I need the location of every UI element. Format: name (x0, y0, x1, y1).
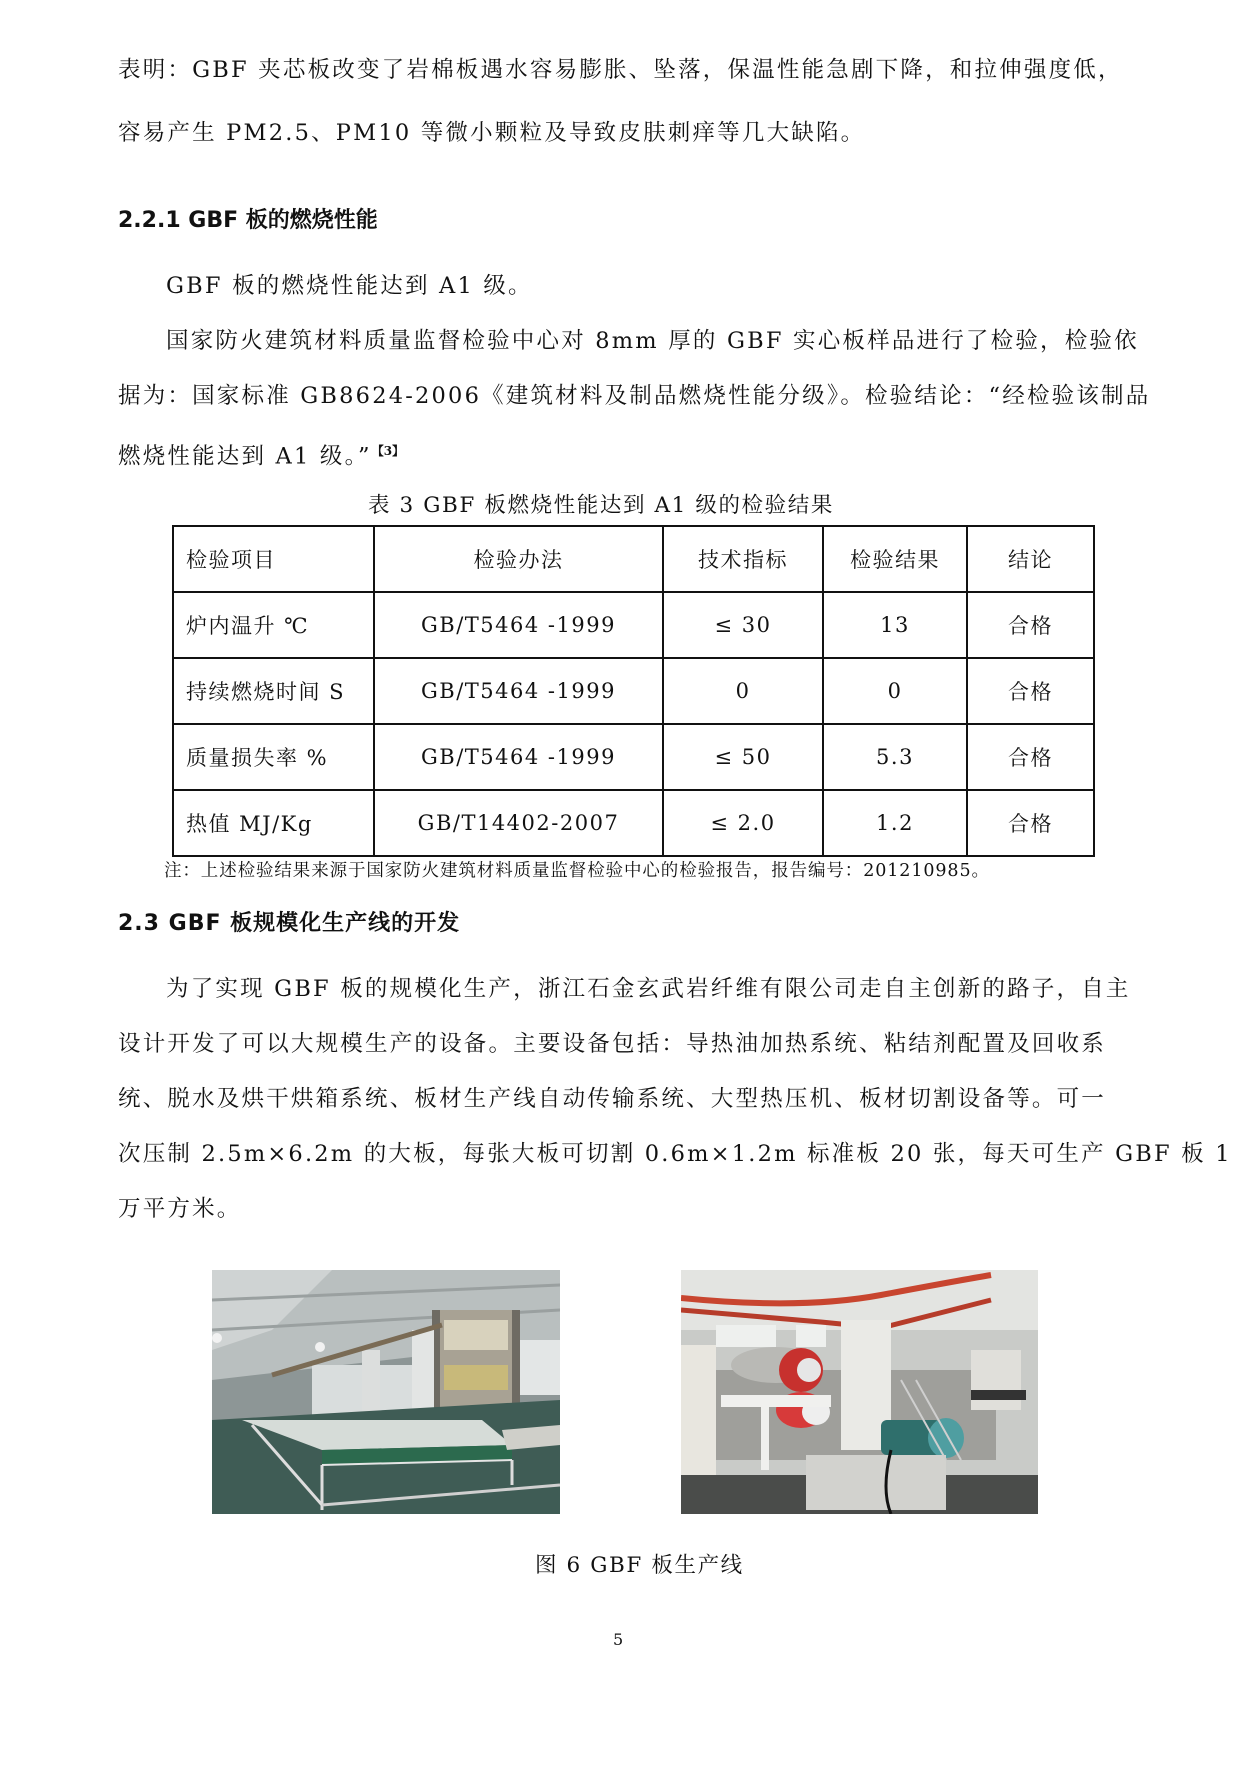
section-2-2-1-para-2-line-2: 据为：国家标准 GB8624-2006《建筑材料及制品燃烧性能分级》。检验结论：“经检验该制品 (118, 383, 1151, 409)
cell-test-item: 热值 MJ/Kg (173, 790, 374, 856)
table-row (173, 658, 1094, 724)
figure-6-caption: 图 6 GBF 板生产线 (535, 1553, 744, 1578)
header-cell-conclusion: 结论 (967, 526, 1094, 592)
para-text: 燃烧性能达到 A1 级。” (118, 443, 372, 470)
intro-line-1: 表明：GBF 夹芯板改变了岩棉板遇水容易膨胀、坠落，保温性能急剧下降，和拉伸强度低， (118, 57, 1123, 83)
cell-test-method: GB/T5464 -1999 (374, 658, 663, 724)
table-3-caption: 表 3 GBF 板燃烧性能达到 A1 级的检验结果 (368, 493, 834, 518)
cell-result: 0 (823, 658, 967, 724)
section-2-3-line-5: 万平方米。 (118, 1196, 242, 1222)
hot-press-machine-image (681, 1270, 1038, 1514)
cell-test-item: 质量损失率 % (173, 724, 374, 790)
cell-spec: ≤ 2.0 (663, 790, 823, 856)
cell-test-item: 炉内温升 ℃ (173, 592, 374, 658)
cell-conclusion: 合格 (967, 724, 1094, 790)
conveyor-line-image (212, 1270, 560, 1514)
citation-marker: 【3】 (371, 444, 405, 458)
cell-test-method: GB/T14402-2007 (374, 790, 663, 856)
table-3-combustion-results (172, 525, 1095, 857)
table-row (173, 724, 1094, 790)
section-2-2-1-para-2-line-3 (118, 436, 404, 472)
section-2-3-line-2: 设计开发了可以大规模生产的设备。主要设备包括：导热油加热系统、粘结剂配置及回收系 (118, 1031, 1107, 1057)
section-2-3-line-1: 为了实现 GBF 板的规模化生产，浙江石金玄武岩纤维有限公司走自主创新的路子，自主 (166, 976, 1131, 1002)
cell-test-method: GB/T5464 -1999 (374, 724, 663, 790)
factory-conveyor-line-photo (212, 1270, 560, 1514)
table-3-note: 注：上述检验结果来源于国家防火建筑材料质量监督检验中心的检验报告，报告编号：201210985。 (164, 861, 990, 881)
section-2-3-line-3: 统、脱水及烘干烘箱系统、板材生产线自动传输系统、大型热压机、板材切割设备等。可一 (118, 1086, 1107, 1112)
section-2-3-line-4: 次压制 2.5m×6.2m 的大板，每张大板可切割 0.6m×1.2m 标准板 20 张，每天可生产 GBF 板 1 (118, 1141, 1232, 1167)
table-row (173, 592, 1094, 658)
table-row (173, 790, 1094, 856)
cell-result: 5.3 (823, 724, 967, 790)
page-number: 5 (613, 1630, 624, 1649)
cell-conclusion: 合格 (967, 658, 1094, 724)
header-cell-test-method: 检验办法 (374, 526, 663, 592)
header-cell-spec: 技术指标 (663, 526, 823, 592)
table-header-row (173, 526, 1094, 592)
cell-test-item: 持续燃烧时间 S (173, 658, 374, 724)
section-heading-2-3: 2.3 GBF 板规模化生产线的开发 (118, 911, 461, 936)
cell-result: 1.2 (823, 790, 967, 856)
header-cell-test-item: 检验项目 (173, 526, 374, 592)
hot-press-machine-photo (681, 1270, 1038, 1514)
section-2-2-1-para-1: GBF 板的燃烧性能达到 A1 级。 (166, 273, 533, 299)
cell-result: 13 (823, 592, 967, 658)
cell-test-method: GB/T5464 -1999 (374, 592, 663, 658)
cell-conclusion: 合格 (967, 592, 1094, 658)
section-2-2-1-para-2-line-1: 国家防火建筑材料质量监督检验中心对 8mm 厚的 GBF 实心板样品进行了检验，检验依 (166, 328, 1139, 354)
cell-spec: 0 (663, 658, 823, 724)
cell-spec: ≤ 50 (663, 724, 823, 790)
cell-conclusion: 合格 (967, 790, 1094, 856)
section-heading-2-2-1: 2.2.1 GBF 板的燃烧性能 (118, 208, 378, 233)
intro-line-2: 容易产生 PM2.5、PM10 等微小颗粒及导致皮肤刺痒等几大缺陷。 (118, 120, 866, 146)
header-cell-result: 检验结果 (823, 526, 967, 592)
cell-spec: ≤ 30 (663, 592, 823, 658)
